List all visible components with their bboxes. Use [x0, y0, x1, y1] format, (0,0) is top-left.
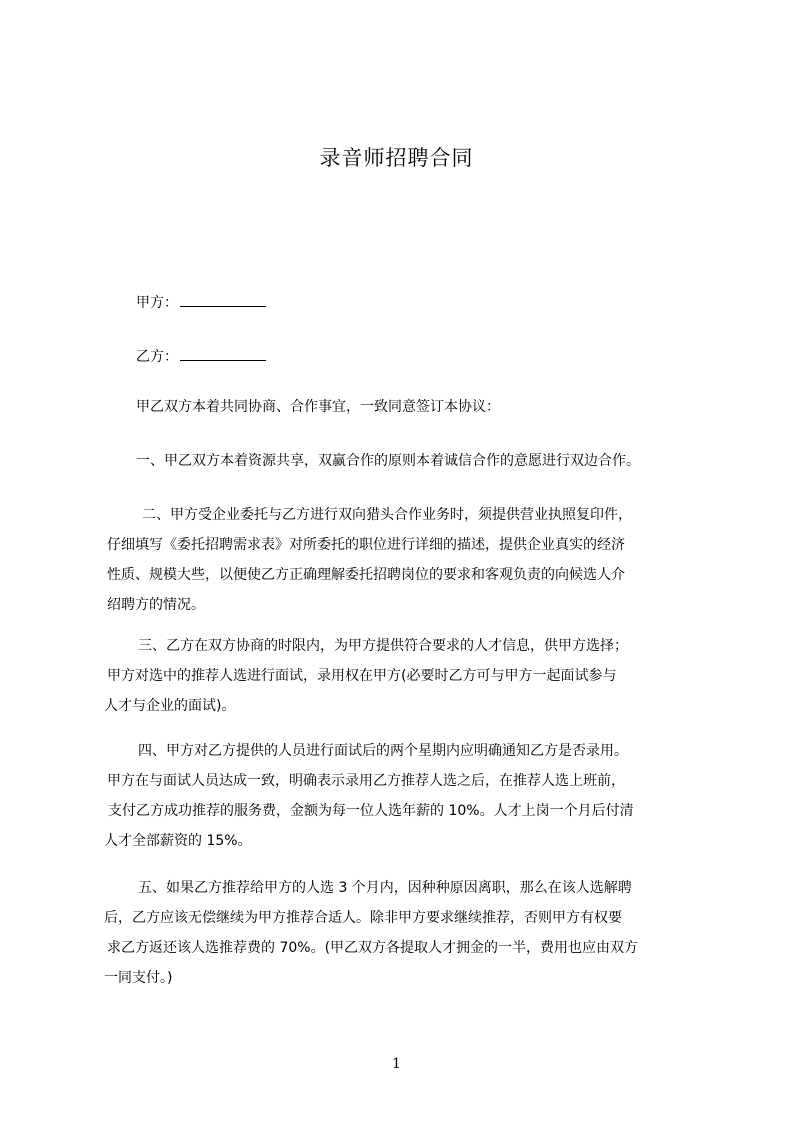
- contract-title: 录音师招聘合同: [319, 146, 474, 170]
- clause-4-line-3: 支付乙方成功推荐的服务费，金额为每一位人选年薪的 10%。人才上岗一个月后付清: [108, 803, 634, 819]
- clause-1-line-1: 一、甲乙双方本着资源共享，双赢合作的原则本着诚信合作的意愿进行双边合作。: [136, 453, 640, 469]
- intro-paragraph: [136, 392, 636, 422]
- clause-4-line-1: 四、甲方对乙方提供的人员进行面试后的两个星期内应明确通知乙方是否录用。: [138, 743, 628, 759]
- party-a-label: 甲方：: [136, 295, 178, 311]
- clause-3-line-2: 甲方对选中的推荐人选进行面试，录用权在甲方(必要时乙方可与甲方一起面试参与: [107, 668, 617, 684]
- clause-2-line-4: 绍聘方的情况。: [107, 597, 205, 613]
- clause-3-line-1: 三、乙方在双方协商的时限内，为甲方提供符合要求的人才信息，供甲方选择；: [138, 638, 628, 654]
- clause-5-line-4: 一同支付。): [104, 970, 173, 986]
- clause-4-line-2: 甲方在与面试人员达成一致，明确表示录用乙方推荐人选之后，在推荐人选上班前，: [107, 773, 625, 789]
- party-b-blank-line: [180, 346, 266, 361]
- clause-5-line-1: 五、如果乙方推荐给甲方的人选 3 个月内，因种种原因离职，那么在该人选解聘: [138, 880, 632, 896]
- clause-4: [104, 736, 700, 856]
- intro-text: 甲乙双方本着共同协商、合作事宜，一致同意签订本协议：: [136, 399, 500, 415]
- page-number: 1: [392, 1056, 401, 1072]
- clause-2: [104, 500, 700, 620]
- clause-2-line-3: 性质、规模大些，以便使乙方正确理解委托招聘岗位的要求和客观负责的向候选人介: [107, 567, 625, 583]
- clause-5-line-3: 求乙方返还该人选推荐费的 70%。(甲乙双方各提取人才拥金的一半，费用也应由双方: [107, 940, 639, 956]
- clause-2-line-1: 二、甲方受企业委托与乙方进行双向猎头合作业务时，须提供营业执照复印件，: [142, 507, 632, 523]
- party-a-blank-line: [180, 292, 266, 307]
- clause-4-line-4: 人才全部薪资的 15%。: [104, 833, 252, 849]
- party-b-label: 乙方：: [136, 349, 178, 365]
- clause-5: [104, 873, 700, 993]
- clause-3-line-3: 人才与企业的面试)。: [104, 698, 236, 714]
- party-a-field: [136, 292, 266, 312]
- party-b-field: [136, 346, 266, 366]
- clause-3: [104, 631, 700, 721]
- clause-2-line-2: 仔细填写《委托招聘需求表》对所委托的职位进行详细的描述，提供企业真实的经济: [107, 537, 625, 553]
- clause-1: [136, 446, 704, 476]
- clause-5-line-2: 后，乙方应该无偿继续为甲方推荐合适人。除非甲方要求继续推荐，否则甲方有权要: [104, 910, 622, 926]
